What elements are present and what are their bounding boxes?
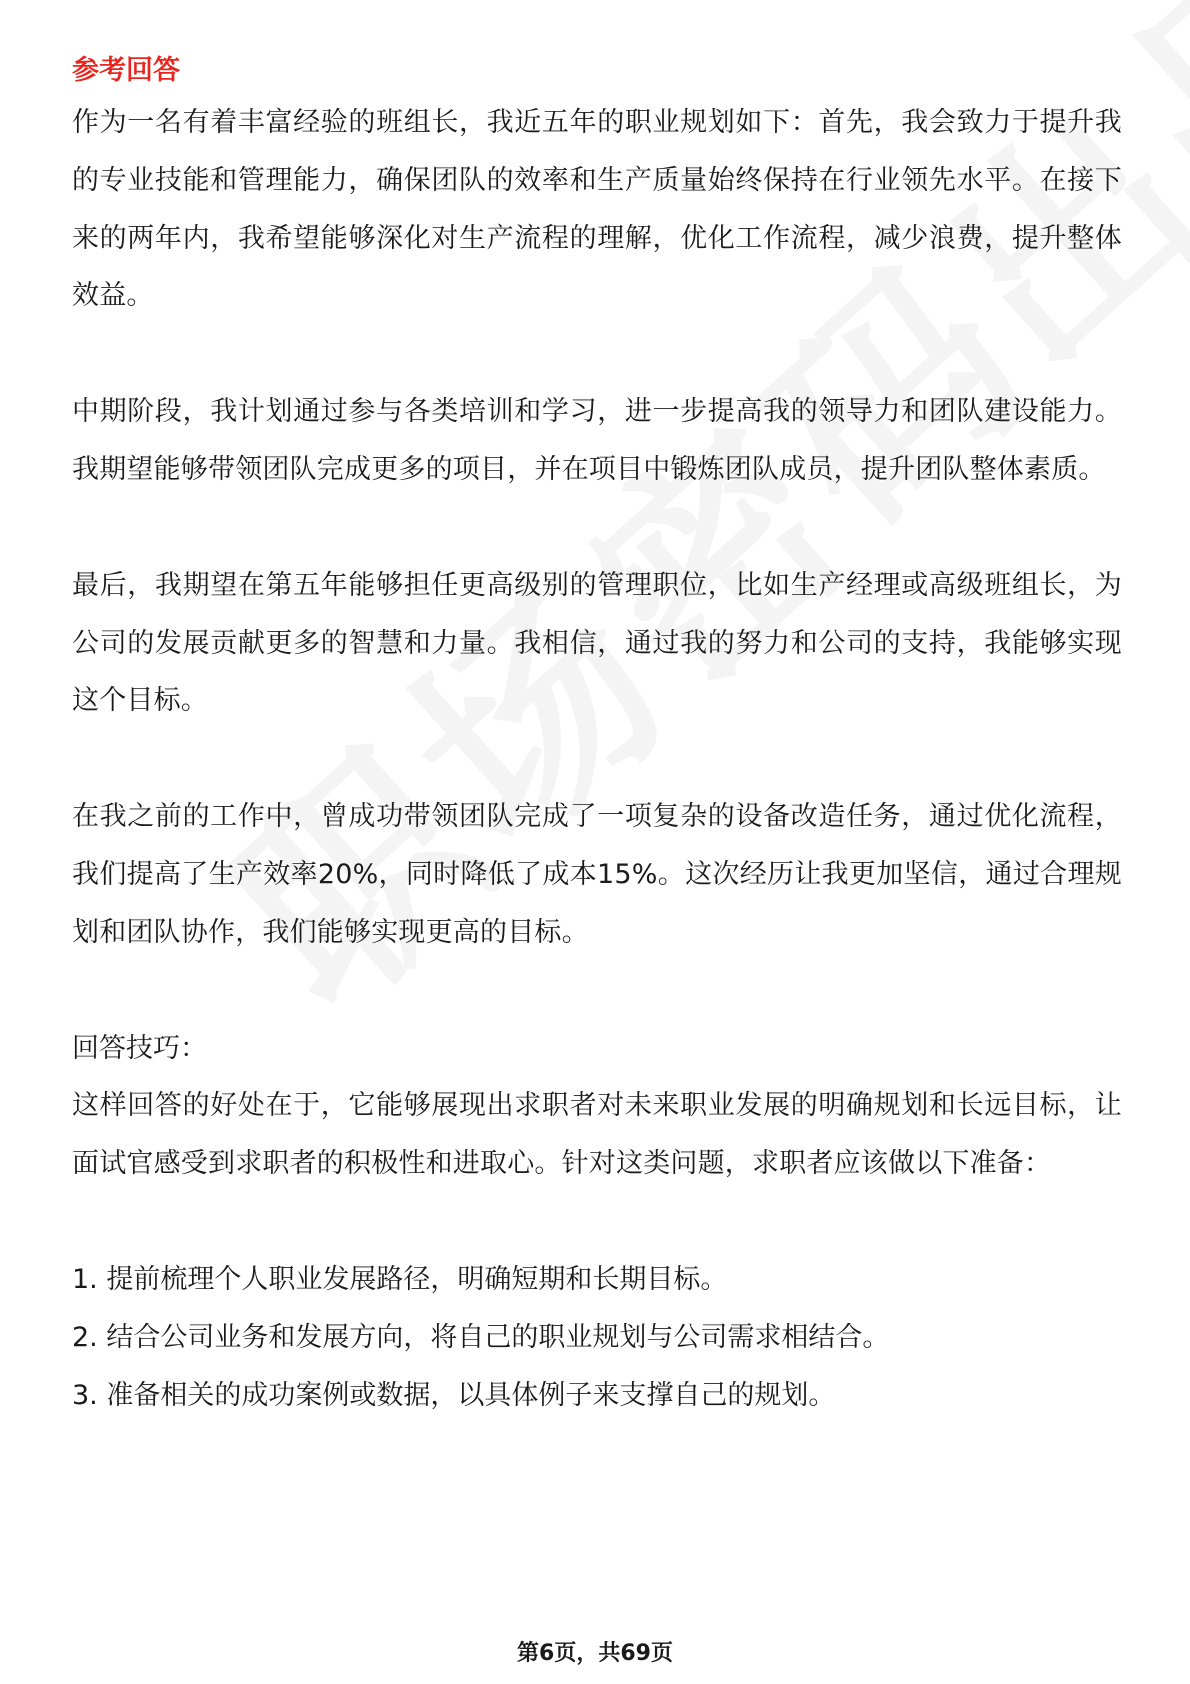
spacer — [72, 730, 1122, 788]
page-number: 第6页，共69页 — [517, 1641, 673, 1666]
spacer — [72, 325, 1122, 383]
answer-paragraph-3: 最后，我期望在第五年能够担任更高级别的管理职位，比如生产经理或高级班组长，为公司的发展贡献更多的智慧和力量。我相信，通过我的努力和公司的支持，我能够实现这个目标。 — [72, 569, 1122, 717]
tips-list-item: 1. 提前梳理个人职业发展路径，明确短期和长期目标。 — [72, 1263, 728, 1295]
section-title: 参考回答 — [72, 55, 180, 86]
page-content — [72, 48, 1122, 1424]
tips-paragraph: 这样回答的好处在于，它能够展现出求职者对未来职业发展的明确规划和长远目标，让面试官感受到求职者的积极性和进取心。针对这类问题，求职者应该做以下准备： — [72, 1090, 1122, 1180]
tips-list — [72, 1251, 1122, 1424]
tips-list-item: 2. 结合公司业务和发展方向，将自己的职业规划与公司需求相结合。 — [72, 1321, 890, 1353]
spacer — [72, 499, 1122, 557]
answer-paragraph-2: 中期阶段，我计划通过参与各类培训和学习，进一步提高我的领导力和团队建设能力。我期望能够带领团队完成更多的项目，并在项目中锻炼团队成员，提升团队整体素质。 — [72, 396, 1122, 485]
answer-paragraph-1: 作为一名有着丰富经验的班组长，我近五年的职业规划如下：首先，我会致力于提升我的专业技能和管理能力，确保团队的效率和生产质量始终保持在行业领先水平。在接下来的两年内，我希望能够深化对生产流程的理解，优化工作流程，减少浪费，提升整体效益。 — [72, 107, 1122, 312]
spacer — [72, 1193, 1122, 1251]
tips-list-item: 3. 准备相关的成功案例或数据，以具体例子来支撑自己的规划。 — [72, 1379, 836, 1411]
spacer — [72, 962, 1122, 1020]
tips-heading: 回答技巧： — [72, 1032, 207, 1064]
answer-paragraph-4: 在我之前的工作中，曾成功带领团队完成了一项复杂的设备改造任务，通过优化流程，我们提高了生产效率20%，同时降低了成本15%。这次经历让我更加坚信，通过合理规划和团队协作，我们能够实现更高的目标。 — [72, 801, 1122, 948]
